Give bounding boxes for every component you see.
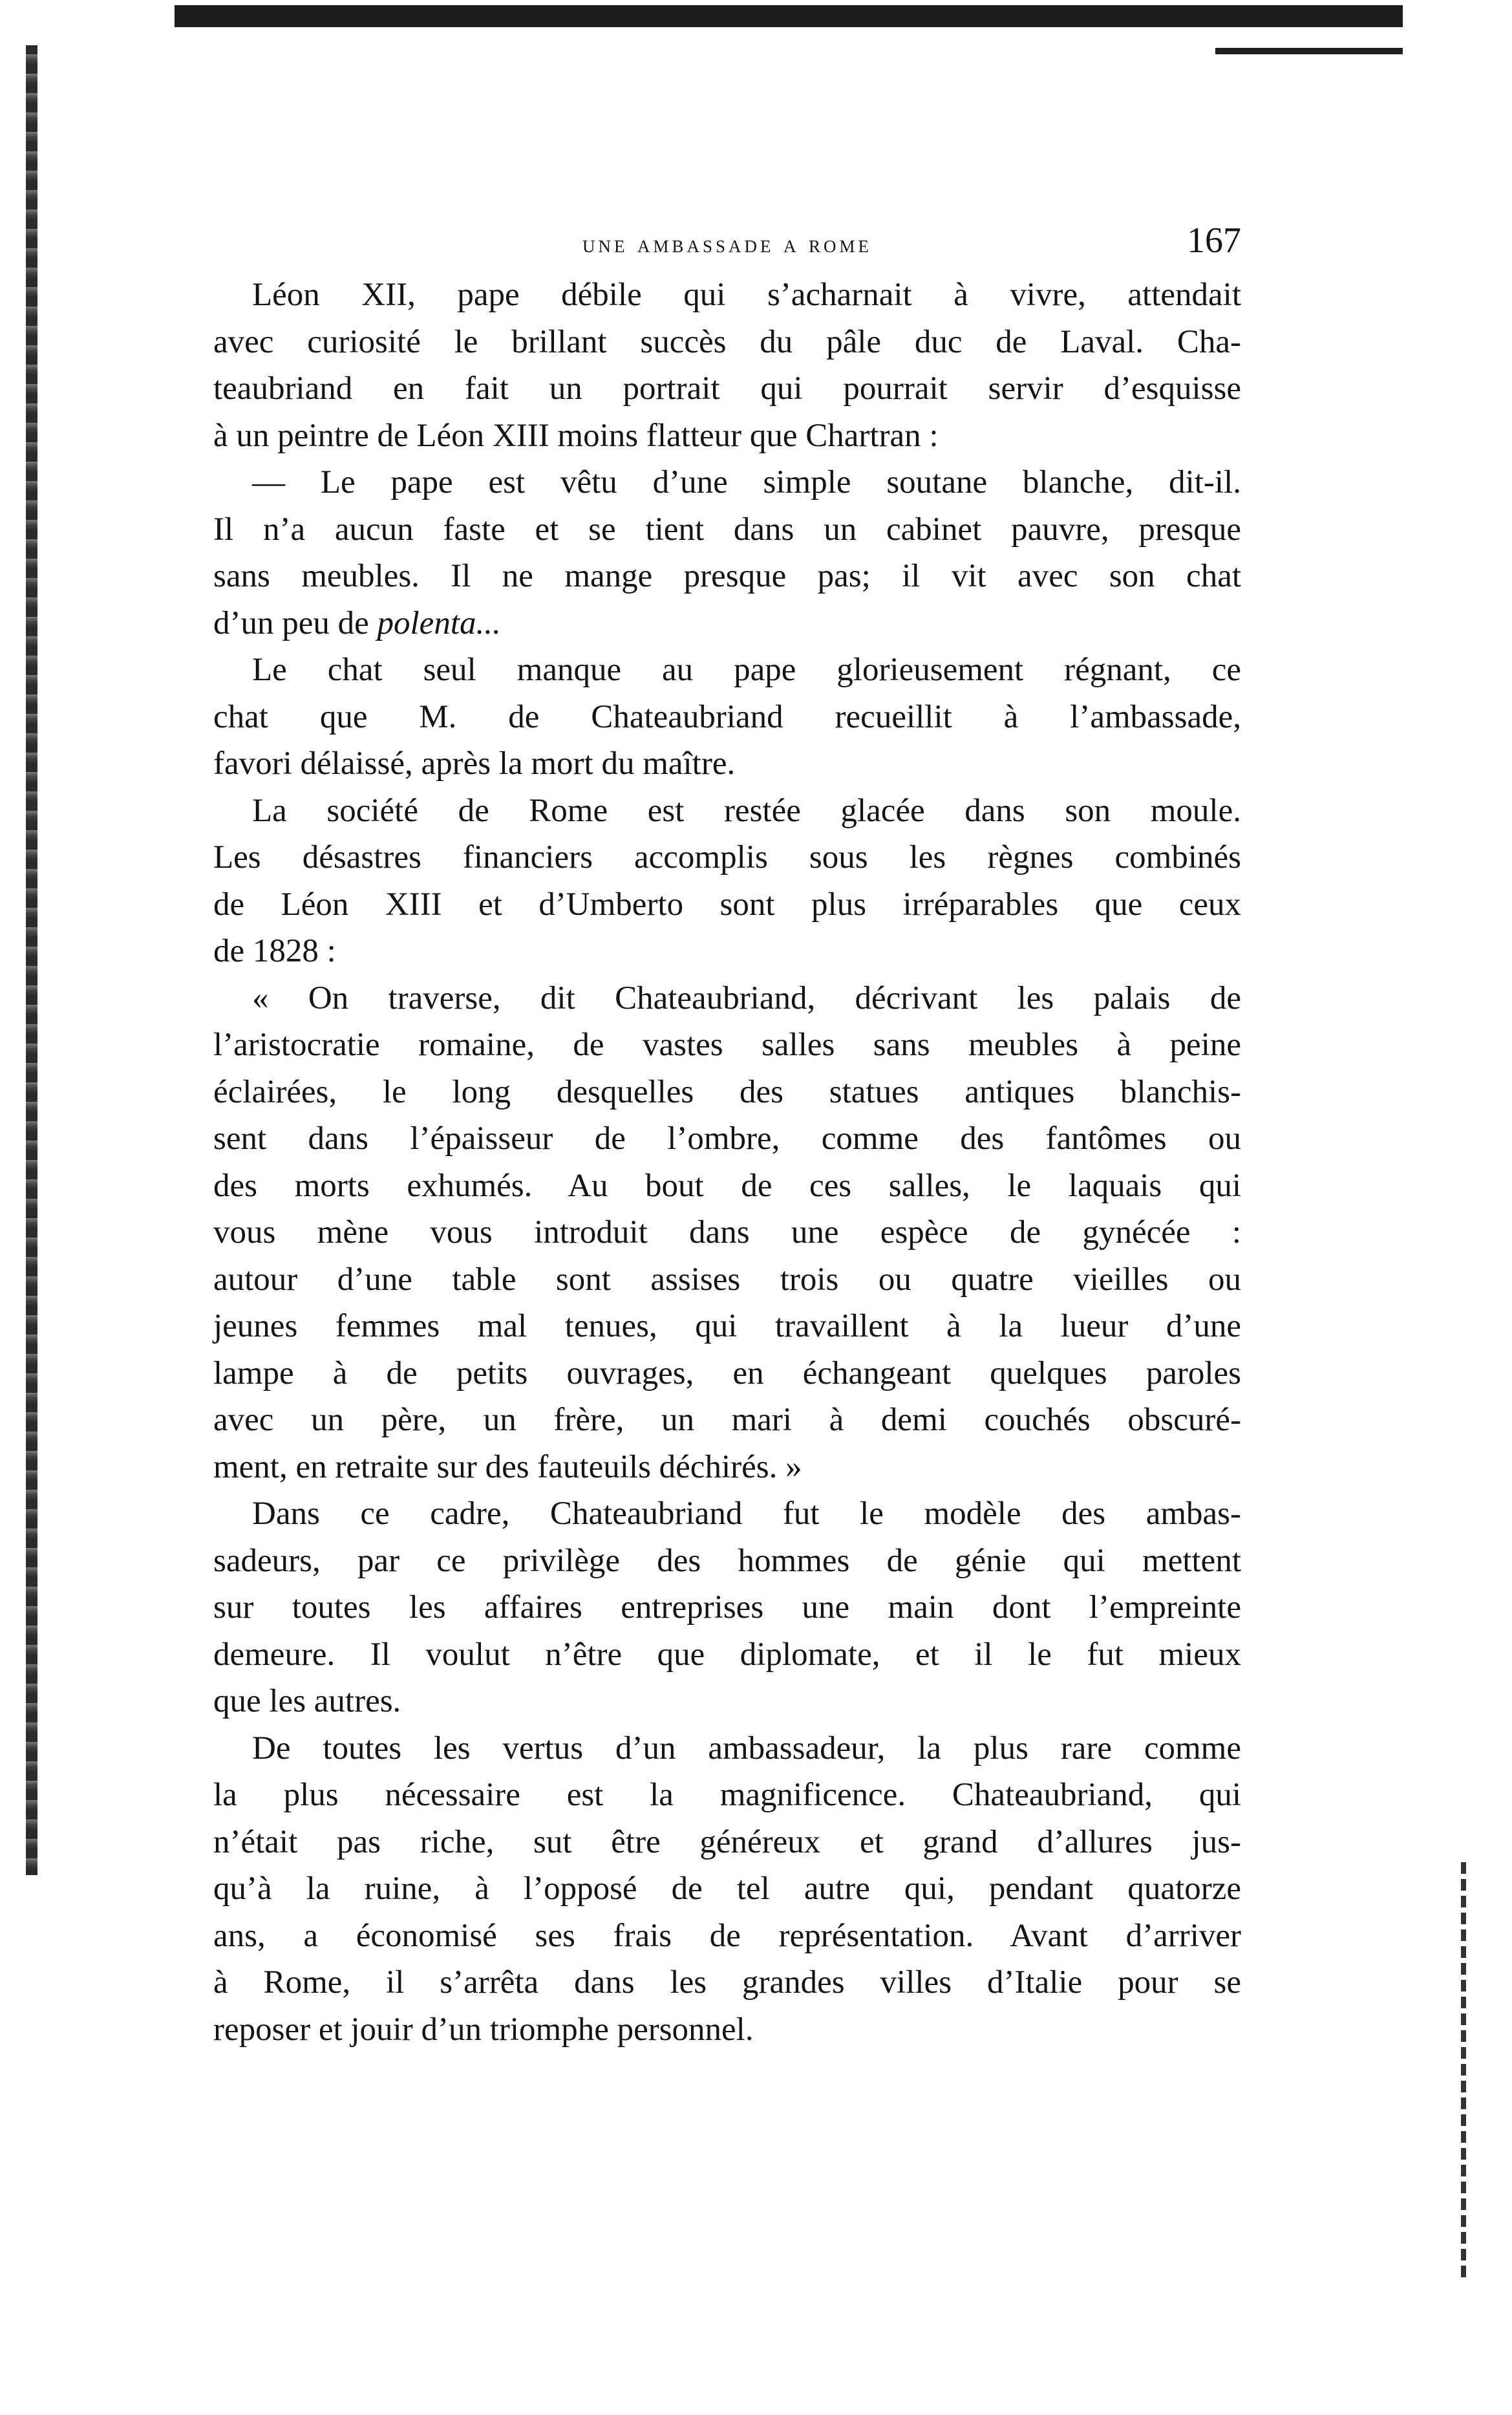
text-line: ans, a économisé ses frais de représentation. Avant d’arriver	[213, 1917, 1241, 1954]
text-line: l’aristocratie romaine, de vastes salles sans meubles à peine	[213, 1027, 1241, 1063]
text-line: lampe à de petits ouvrages, en échangeant quelques paroles	[213, 1355, 1241, 1391]
text-line: des morts exhumés. Au bout de ces salles, le laquais qui	[213, 1167, 1241, 1204]
text-line: Le chat seul manque au pape glorieusement régnant, ce	[252, 652, 1241, 688]
text-line: n’était pas riche, sut être généreux et grand d’allures jus-	[213, 1823, 1241, 1860]
text-line: vous mène vous introduit dans une espèce de gynécée :	[213, 1214, 1241, 1250]
scan-border-right	[1461, 1862, 1466, 2282]
text-line: Il n’a aucun faste et se tient dans un cabinet pauvre, presque	[213, 511, 1241, 548]
text-line: sur toutes les affaires entreprises une main dont l’empreinte	[213, 1589, 1241, 1626]
text-line: favori délaissé, après la mort du maître.	[213, 746, 736, 782]
text-line: demeure. Il voulut n’être que diplomate, et il le fut mieux	[213, 1636, 1241, 1673]
text-line: autour d’une table sont assises trois ou quatre vieilles ou	[213, 1261, 1241, 1298]
text-line: La société de Rome est restée glacée dans son moule.	[252, 792, 1241, 829]
text-line: à Rome, il s’arrêta dans les grandes villes d’Italie pour se	[213, 1964, 1241, 2001]
scan-border-top-mark	[1215, 48, 1403, 54]
text-line: sadeurs, par ce privilège des hommes de génie qui mettent	[213, 1542, 1241, 1579]
scan-border-top	[175, 0, 1403, 45]
text-line: teaubriand en fait un portrait qui pourrait servir d’esquisse	[213, 370, 1241, 407]
text-line: jeunes femmes mal tenues, qui travaillent à la lueur d’une	[213, 1308, 1241, 1344]
text-line: que les autres.	[213, 1683, 401, 1719]
text-line: avec un père, un frère, un mari à demi couchés obscuré-	[213, 1402, 1241, 1438]
text-line: — Le pape est vêtu d’une simple soutane blanche, dit-il.	[252, 464, 1241, 500]
text-line: De toutes les vertus d’un ambassadeur, la plus rare comme	[252, 1730, 1241, 1766]
italic-word: polenta...	[377, 605, 501, 641]
text-line: la plus nécessaire est la magnificence. Chateaubriand, qui	[213, 1777, 1241, 1813]
text-line: « On traverse, dit Chateaubriand, décrivant les palais de	[252, 980, 1241, 1016]
text-line: Léon XII, pape débile qui s’acharnait à vivre, attendait	[252, 277, 1241, 313]
body-text	[213, 272, 1241, 2053]
text-line	[213, 600, 1241, 647]
running-title: une ambassade a rome	[582, 231, 873, 258]
text-line: avec curiosité le brillant succès du pâle duc de Laval. Cha-	[213, 323, 1241, 360]
text-line: chat que M. de Chateaubriand recueillit à l’ambassade,	[213, 698, 1241, 735]
text-line: sans meubles. Il ne mange presque pas; il vit avec son chat	[213, 558, 1241, 594]
page-number: 167	[1187, 220, 1241, 261]
text-line-segment: d’un peu de	[213, 605, 378, 641]
text-line: Les désastres financiers accomplis sous les règnes combinés	[213, 839, 1241, 875]
text-line: sent dans l’épaisseur de l’ombre, comme des fantômes ou	[213, 1121, 1241, 1157]
text-line: à un peintre de Léon XIII moins flatteur que Chartran :	[213, 417, 939, 454]
running-head	[213, 220, 1241, 265]
text-line: de Léon XIII et d’Umberto sont plus irréparables que ceux	[213, 886, 1241, 923]
scan-border-left	[26, 45, 37, 1875]
text-line: de 1828 :	[213, 933, 336, 969]
text-line: Dans ce cadre, Chateaubriand fut le modèle des ambas-	[252, 1496, 1241, 1532]
text-line: reposer et jouir d’un triomphe personnel.	[213, 2011, 754, 2048]
text-line: éclairées, le long desquelles des statues antiques blanchis-	[213, 1073, 1241, 1110]
text-line: ment, en retraite sur des fauteuils déchirés. »	[213, 1448, 802, 1485]
text-line: qu’à la ruine, à l’opposé de tel autre qui, pendant quatorze	[213, 1871, 1241, 1907]
